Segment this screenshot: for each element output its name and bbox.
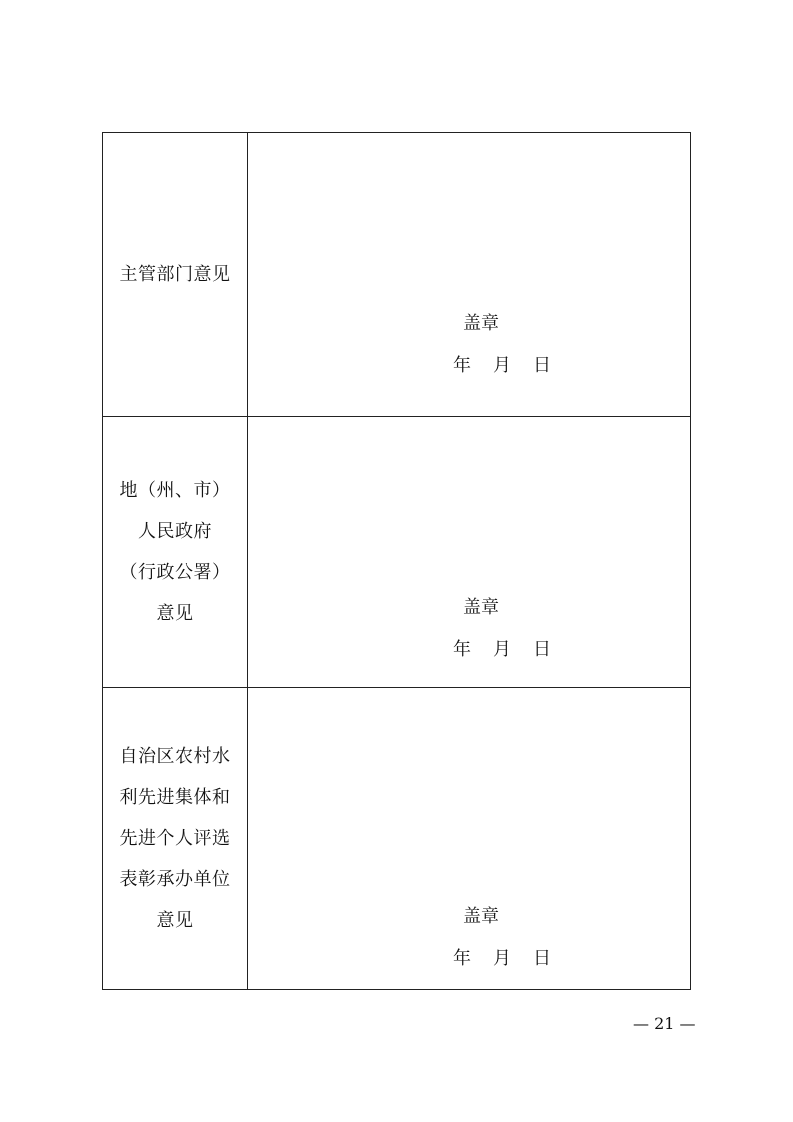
label-cell — [103, 688, 248, 990]
label-cell — [103, 417, 248, 688]
table-row-organizing-unit — [103, 688, 691, 990]
seal-block — [248, 417, 690, 687]
year-label: 年 — [453, 355, 471, 376]
day-label: 日 — [533, 355, 551, 376]
opinion-cell — [248, 133, 691, 417]
table-row-competent-department — [103, 133, 691, 417]
opinion-cell — [248, 417, 691, 688]
seal-label: 盖章 — [463, 597, 499, 618]
date-line — [453, 944, 551, 970]
date-line — [453, 351, 551, 377]
row-label-line: 自治区农村水 — [119, 746, 231, 767]
row-label-line: 表彰承办单位 — [119, 869, 231, 890]
row-label-line: 地（州、市） — [119, 480, 231, 501]
row-label-line: 先进个人评选 — [119, 828, 231, 849]
day-label: 日 — [533, 639, 551, 660]
row-label-line: 意见 — [156, 910, 194, 931]
row-label-line: 利先进集体和 — [119, 787, 231, 808]
opinion-cell — [248, 688, 691, 990]
seal-label: 盖章 — [463, 313, 499, 334]
row-label-line: 人民政府 — [138, 521, 212, 542]
table-row-prefecture-government — [103, 417, 691, 688]
seal-block — [248, 688, 690, 989]
approval-form-table — [102, 132, 691, 990]
row-label-line: 意见 — [156, 603, 194, 624]
month-label: 月 — [493, 948, 511, 969]
day-label: 日 — [533, 948, 551, 969]
month-label: 月 — [493, 639, 511, 660]
seal-block — [248, 133, 690, 416]
date-line — [453, 635, 551, 661]
year-label: 年 — [453, 639, 471, 660]
row-label-line: （行政公署） — [119, 562, 231, 583]
seal-label: 盖章 — [463, 906, 499, 927]
row-label-line: 主管部门意见 — [119, 264, 231, 285]
page-number: — 21 — — [633, 1014, 696, 1033]
month-label: 月 — [493, 355, 511, 376]
year-label: 年 — [453, 948, 471, 969]
label-cell — [103, 133, 248, 417]
